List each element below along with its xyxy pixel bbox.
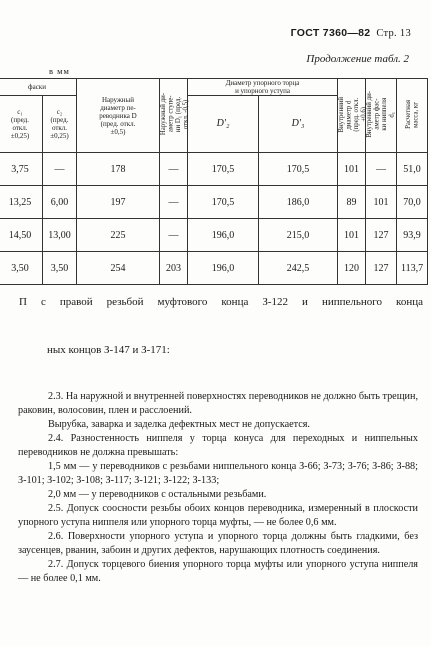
table-cell: —: [160, 153, 188, 186]
text-fragment-line-2: ных концов З-147 и З-171:: [47, 344, 170, 356]
table-cell: 101: [366, 186, 397, 219]
table-cell: 242,5: [259, 252, 338, 285]
thrust-diameter-header: Диаметр упорного торца и упорного уступа: [188, 79, 338, 96]
d2-header: D'₂: [188, 96, 259, 153]
paragraph-2-4: 2.4. Разностенность ниппеля у торца конуса для переходных и ниппельных переводников не должна превышать:: [18, 433, 418, 458]
table-cell: 225: [77, 219, 160, 252]
table-row: [0, 252, 428, 285]
table-cell: 101: [338, 219, 366, 252]
table-cell: 6,00: [43, 186, 77, 219]
table-cell: 3,50: [43, 252, 77, 285]
c1-header: c₁ (пред. откл. ±0,25): [0, 96, 43, 153]
dimensions-table: [0, 78, 428, 285]
table-cell: 93,9: [397, 219, 428, 252]
d3-header: D'₃: [259, 96, 338, 153]
table-cell: 70,0: [397, 186, 428, 219]
standard-number: ГОСТ 7360—82: [290, 27, 371, 39]
table-continuation-label: Продолжение табл. 2: [306, 53, 409, 65]
paragraph-2-4-item-1: 1,5 мм — у переводников с резьбами ниппельного конца З-66; З-73; З-76; З-86; З-88; З-101; З-102; З-108; З-117; З-121; З-122; З-133;: [18, 461, 418, 486]
table-cell: 178: [77, 153, 160, 186]
paragraph-2-3: 2.3. На наружной и внутренней поверхностях переводников не должно быть трещин, раковин, волосовин, плен и расслоений.: [18, 391, 418, 416]
table-row: [0, 153, 428, 186]
table-cell: —: [366, 153, 397, 186]
chamfer-header: фаски: [0, 79, 77, 96]
step-diameter-header: Наружный ди- аметр ступе- ни D₁ (пред. откл. -0,5): [160, 79, 188, 153]
table-cell: —: [43, 153, 77, 186]
table-cell: 186,0: [259, 186, 338, 219]
table-cell: 127: [366, 219, 397, 252]
table-cell: 14,50: [0, 219, 43, 252]
table-cell: 3,50: [0, 252, 43, 285]
table-cell: 215,0: [259, 219, 338, 252]
table-cell: 196,0: [188, 252, 259, 285]
table-cell: 13,25: [0, 186, 43, 219]
table-cell: 113,7: [397, 252, 428, 285]
table-cell: 170,5: [259, 153, 338, 186]
paragraph-2-4-item-2: 2,0 мм — у переводников с остальными резьбами.: [48, 489, 267, 500]
page-number: Стр. 13: [376, 28, 411, 39]
text-fragment-line-1: П с правой резьбой муфтового конца З-122 и ниппельного конца: [19, 296, 423, 308]
table-cell: 127: [366, 252, 397, 285]
table-cell: 170,5: [188, 153, 259, 186]
table-cell: 170,5: [188, 186, 259, 219]
table-cell: 3,75: [0, 153, 43, 186]
table-cell: 197: [77, 186, 160, 219]
table-cell: 120: [338, 252, 366, 285]
table-cell: 13,00: [43, 219, 77, 252]
table-cell: 89: [338, 186, 366, 219]
c2-header: c₂ (пред. откл. ±0,25): [43, 96, 77, 153]
paragraph-2-6: 2.6. Поверхности упорного уступа и упорного торца должны быть гладкими, без заусенцев, рванин, забоин и других дефектов, нарушающих плотность соединения.: [18, 531, 418, 556]
table-cell: 254: [77, 252, 160, 285]
table-cell: 51,0: [397, 153, 428, 186]
table-cell: 101: [338, 153, 366, 186]
table-row: [0, 186, 428, 219]
table-cell: 196,0: [188, 219, 259, 252]
paragraph-2-3-note: Вырубка, заварка и заделка дефектных мест не допускается.: [48, 419, 310, 430]
paragraph-2-5: 2.5. Допуск соосности резьбы обоих концов переводника, измеренный в плоскости упорного уступа ниппеля или упорного торца муфты, — не более 0,6 мм.: [18, 503, 418, 528]
page-header: [291, 27, 411, 39]
paragraph-2-7: 2.7. Допуск торцевого биения упорного торца муфты или упорного уступа ниппеля — не более 0,1 мм.: [18, 559, 418, 584]
unit-label: в мм: [49, 66, 70, 76]
table-cell: —: [160, 186, 188, 219]
inner-diameter-header: Внутренний диаметр d (пред. откл. +0,6): [338, 79, 366, 153]
table-cell: 203: [160, 252, 188, 285]
inner-nipple-diameter-header: Внутренний ди- аметр фас- ки ниппеля d₁: [366, 79, 397, 153]
mass-header: Расчетная масса, кг: [397, 79, 428, 153]
requirements-text: [18, 390, 418, 586]
table-row: [0, 219, 428, 252]
table-cell: —: [160, 219, 188, 252]
outer-diameter-header: Наружный диаметр пе- реводника D (пред. откл. ±0,5): [77, 79, 160, 153]
